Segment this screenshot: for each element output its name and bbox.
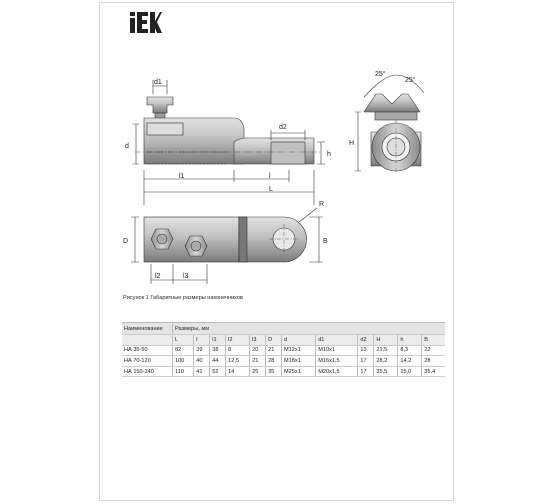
table-cell: 8 — [226, 345, 250, 356]
table-cell: M12x1 — [282, 345, 316, 356]
column-header: d2 — [358, 335, 374, 346]
label-h: h — [327, 151, 331, 158]
label-D: D — [123, 238, 129, 245]
table-row — [122, 345, 445, 356]
table-cell: 8,3 — [398, 345, 422, 356]
table-cell: M18x1 — [282, 356, 316, 367]
label-l2: l2 — [155, 273, 161, 280]
table-cell: 21,5 — [374, 345, 398, 356]
column-header: D — [266, 335, 282, 346]
row-name: НА 70-120 — [122, 356, 173, 367]
table-cell: M20x1,5 — [316, 366, 358, 377]
table-cell: M16x1,5 — [316, 356, 358, 367]
table-cell: 41 — [194, 366, 210, 377]
column-header: l3 — [250, 335, 266, 346]
label-d2: d2 — [279, 124, 287, 131]
column-header: l — [194, 335, 210, 346]
column-header: H — [374, 335, 398, 346]
label-l1: l1 — [179, 173, 185, 180]
table-cell: 21 — [266, 345, 282, 356]
side-view — [133, 80, 325, 205]
row-name: НА 150-240 — [122, 366, 173, 377]
dimensions-table — [122, 322, 445, 377]
table-cell: M25x1 — [282, 366, 316, 377]
column-header: d — [282, 335, 316, 346]
table-cell: 110 — [173, 366, 194, 377]
name-header: Наименование — [122, 323, 173, 335]
label-H: H — [349, 140, 355, 147]
bolt-head — [147, 97, 173, 113]
label-angle-right: 25° — [405, 77, 416, 84]
column-header: L — [173, 335, 194, 346]
column-header: l2 — [226, 335, 250, 346]
column-header: d1 — [316, 335, 358, 346]
row-name: НА 35-50 — [122, 345, 173, 356]
table-cell: 100 — [173, 356, 194, 367]
table-cell: 12,5 — [226, 356, 250, 367]
table-cell: 44 — [210, 356, 226, 367]
table-cell: 28 — [266, 356, 282, 367]
table-cell: 35,4 — [422, 366, 445, 377]
table-cell: 13 — [358, 345, 374, 356]
table-cell: 28 — [422, 356, 445, 367]
table-cell: 39 — [194, 345, 210, 356]
table-header-row — [122, 323, 445, 335]
column-header: l1 — [210, 335, 226, 346]
table-cell: 14,2 — [398, 356, 422, 367]
table-cell: 14 — [226, 366, 250, 377]
table-cell: 21 — [250, 356, 266, 367]
table-cell: 25 — [250, 366, 266, 377]
table-cell: 15,0 — [398, 366, 422, 377]
table-cell: 35,5 — [374, 366, 398, 377]
label-l: l — [269, 173, 271, 180]
column-header: h — [398, 335, 422, 346]
label-d1: d1 — [154, 79, 162, 86]
table-cell: 28,2 — [374, 356, 398, 367]
technical-drawing — [99, 2, 454, 292]
figure-caption: Рисунок 1 Габаритные размеры наконечников — [123, 295, 243, 301]
group-header: Размеры, мм — [173, 323, 446, 335]
table-cell: 20 — [250, 345, 266, 356]
table-cell: 40 — [194, 356, 210, 367]
table-cell: 35 — [266, 366, 282, 377]
table-cell: 52 — [210, 366, 226, 377]
label-l3: l3 — [183, 273, 189, 280]
label-L: L — [269, 186, 273, 193]
end-view — [355, 75, 424, 172]
table-cell: 82 — [173, 345, 194, 356]
column-header: B — [422, 335, 445, 346]
table-cell: 22 — [422, 345, 445, 356]
table-cell: 17 — [358, 366, 374, 377]
table-cell: 38 — [210, 345, 226, 356]
table-row — [122, 356, 445, 367]
table-row — [122, 366, 445, 377]
label-d: d — [125, 143, 129, 150]
label-R: R — [319, 201, 325, 208]
logo-text: IEK — [130, 33, 132, 34]
label-B: B — [323, 238, 328, 245]
label-angle-left: 25° — [375, 71, 386, 78]
column-header-row — [122, 335, 445, 346]
table-cell: M10x1 — [316, 345, 358, 356]
table-cell: 17 — [358, 356, 374, 367]
